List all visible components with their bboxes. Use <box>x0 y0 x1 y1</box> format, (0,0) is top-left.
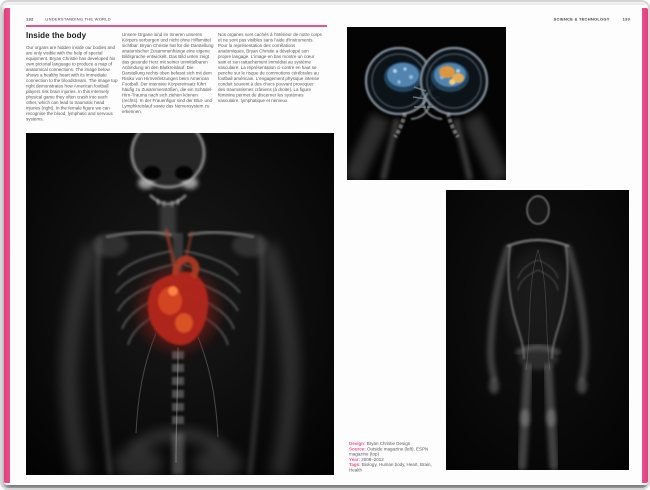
female-body-xray-figure <box>446 190 629 470</box>
article-title: Inside the body <box>26 31 87 40</box>
article-text-english-body: Our organs are hidden inside our bodies and are only visible with the help of special equipment. Bryan Christie has developed his own pictorial language to produce a map of anatomical connections. The image below shows a healthy heart with its immediate connection to the bloodstream. The image top right demonstrates how American football players risk brain injuries. In this intensely physical game they often crash into each other, which can lead to traumatic head injuries (right). In the female figure we can recognise the blood, lymphatic and nervous systems. <box>26 45 118 122</box>
credit-label-tags: Tags: <box>349 462 361 467</box>
book-cover-edge-right <box>642 8 648 483</box>
credit-line-source <box>349 446 443 457</box>
section-title-right: SCIENCE & TECHNOLOGY <box>553 17 610 22</box>
torso-xray-illustration <box>26 133 334 475</box>
section-title-left: UNDERSTANDING THE WORLD <box>45 17 111 22</box>
book-spread <box>4 5 648 485</box>
page-number-left: 132 <box>26 17 34 22</box>
credit-value-year: 2008–2012 <box>361 456 384 462</box>
credit-value-tags: Biology, Human body, Heart, Brain, Health <box>349 462 432 473</box>
torso-xray-figure <box>26 133 334 475</box>
book-cover-edge-left <box>4 8 10 483</box>
credit-label-year: Year: <box>349 456 361 462</box>
female-body-xray-illustration <box>446 190 629 470</box>
football-heads-figure <box>347 27 506 180</box>
football-heads-illustration <box>347 27 506 180</box>
credit-value-design: Bryan Christie Design <box>366 441 411 446</box>
credit-label-design: Design: <box>349 441 366 446</box>
article-text-french-body: Nos organes sont cachés à l'intérieur de notre corps et ne sont pas visibles sans l'aide d'instruments. Pour la représentation des corrélations anatomiques, Bryan Christie a développé son propre langage. L'image en bas montre un cœur sain et son rattachement immédiat au système vasculaire. La représentation ci-contre en haut se penche sur le risque de commotions cérébrales au football américain. L'engagement physique intense conduit souvent à des chocs pouvant provoquer des traumatismes crâniens (à droite). La figure féminine permet de discerner les systèmes vasculaire, lymphatique et nerveux. <box>218 32 322 103</box>
credit-value-source: Outside magazine (left), ESPN magazine (top) <box>349 446 429 457</box>
accent-rule <box>26 25 327 27</box>
credit-line-tags <box>349 462 443 473</box>
credit-label-source: Source: <box>349 446 366 452</box>
credits-block <box>349 441 443 490</box>
page-number-right: 133 <box>622 17 630 22</box>
article-text-german-body: Unsere Organe sind im Inneren unseres Körpers verborgen und nicht ohne Hilfsmittel sichtbar. Bryan Christie hat für die Darstellung anatomischer Zusammenhänge eine eigene Bildsprache entwickelt. Das Bild unten zeigt das gesunde Herz mit seiner unmittelbaren Anbindung an den Blutkreislauf. Die Darstellung rechts oben befasst sich mit dem Risiko von Hirnverletzungen beim American Football. Der intensive Körpereinsatz führt häufig zu Zusammenstößen, die ein Schädel-Hirn-Trauma nach sich ziehen können (rechts). In der Frauenfigur sind der Blut- und Lymphkreislauf sowie das Nervensystem zu erkennen. <box>122 32 214 114</box>
